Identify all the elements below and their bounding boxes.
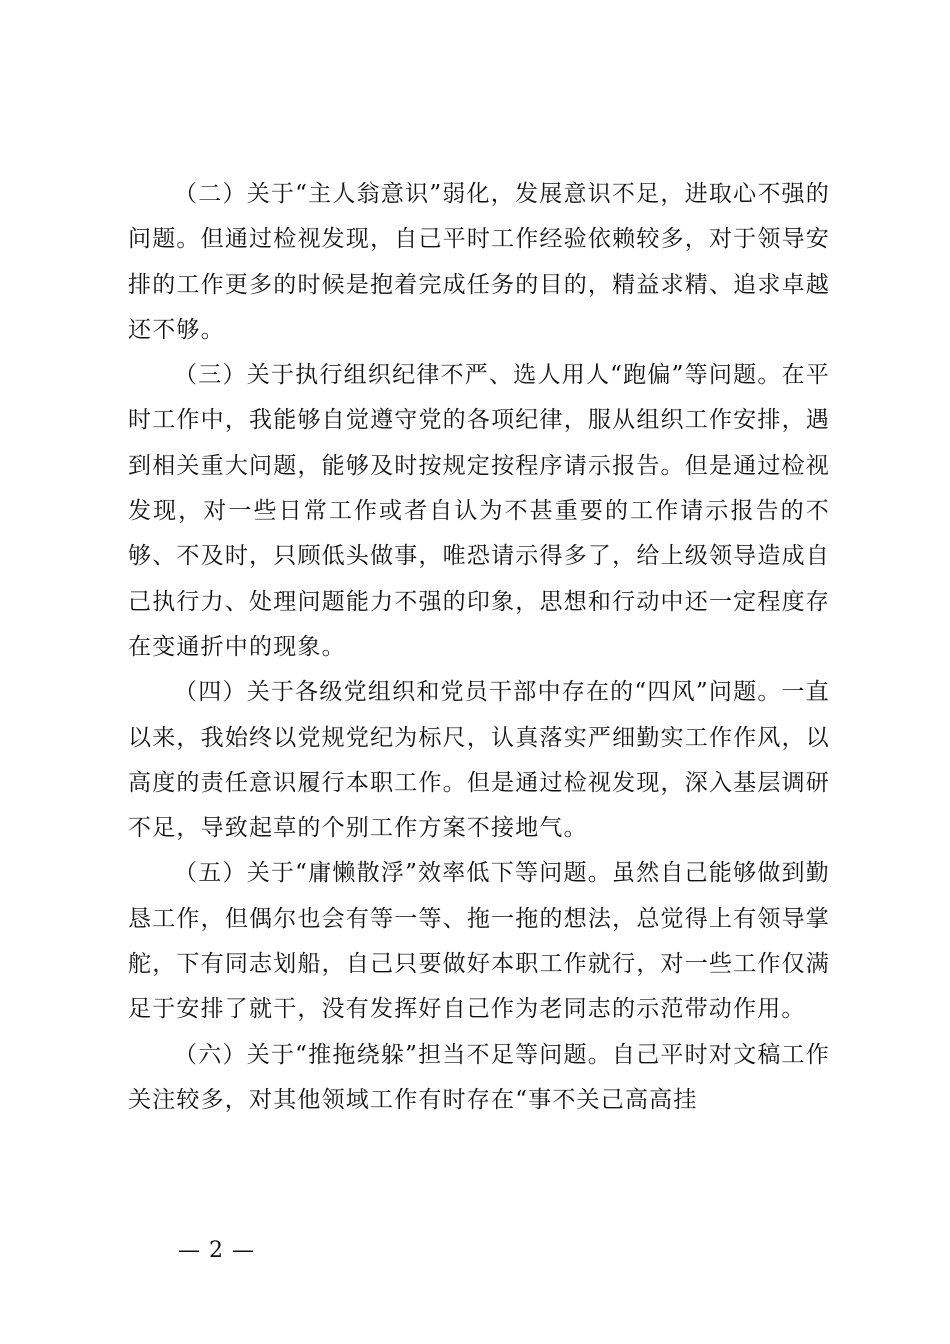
page-number: — 2 — — [178, 1238, 255, 1263]
document-body — [128, 172, 830, 1123]
paragraph-3: （三）关于执行组织纪律不严、选人用人“跑偏”等问题。在平时工作中，我能够自觉遵守党的各项纪律，服从组织工作安排，遇到相关重大问题，能够及时按规定按程序请示报告。但是通过检视发现，对一些日常工作或者自认为不甚重要的工作请示报告的不够、不及时，只顾低头做事，唯恐请示得多了，给上级领导造成自己执行力、处理问题能力不强的印象，思想和行动中还一定程度存在变通折中的现象。 — [128, 362, 830, 660]
paragraph-5: （五）关于“庸懒散浮”效率低下等问题。虽然自己能够做到勤恳工作，但偶尔也会有等一等、拖一拖的想法，总觉得上有领导掌舵，下有同志划船，自己只要做好本职工作就行，对一些工作仅满足于安排了就干，没有发挥好自己作为老同志的示范带动作用。 — [128, 860, 830, 1023]
paragraph-2: （二）关于“主人翁意识”弱化，发展意识不足，进取心不强的问题。但通过检视发现，自己平时工作经验依赖较多，对于领导安排的工作更多的时候是抱着完成任务的目的，精益求精、追求卓越还不够。 — [128, 181, 830, 343]
paragraph-4: （四）关于各级党组织和党员干部中存在的“四风”问题。一直以来，我始终以党规党纪为标尺，认真落实严细勤实工作作风，以高度的责任意识履行本职工作。但是通过检视发现，深入基层调研不足，导致起草的个别工作方案不接地气。 — [128, 679, 830, 842]
paragraph-6: （六）关于“推拖绕躲”担当不足等问题。自己平时对文稿工作关注较多，对其他领域工作有时存在“事不关己高高挂 — [128, 1041, 830, 1113]
